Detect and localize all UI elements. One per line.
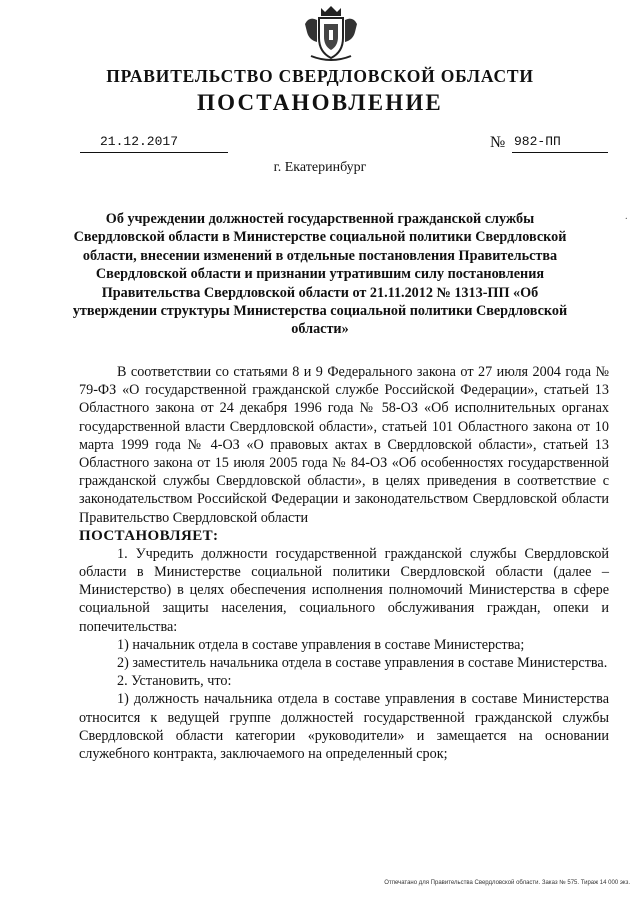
document-body <box>79 363 609 763</box>
document-type: ПОСТАНОВЛЕНИЕ <box>197 90 443 115</box>
item-1-subitem-2: 2) заместитель начальника отдела в составе управления в составе Министерства. <box>117 655 608 672</box>
document-date: 21.12.2017 <box>100 134 179 149</box>
coat-of-arms-icon <box>299 2 363 66</box>
item-2-subitem-1: 1) должность начальника отдела в составе управления в составе Министерства относится к ведущей группе должностей государственной гражданской службы Свердловской области категории «руководители» и замещается на основании служебного контракта, заключаемого на определенный срок; <box>79 691 609 763</box>
item-1: 1. Учредить должности государственной гражданской службы Свердловской области в Министерстве социальной политики Свердловской области (далее – Министерство) в целях обеспечения исполнения полномочий Министерства в сфере социальной защиты населения, социального обслуживания граждан, опеки и попечительства: <box>79 545 609 635</box>
print-note: Отпечатано для Правительства Свердловской области. Заказ № 575. Тираж 14 000 экз. <box>384 880 630 886</box>
date-field <box>80 134 228 153</box>
document-number: 982-ПП <box>514 134 561 149</box>
document-title: Об учреждении должностей государственной гражданской службы Свердловской области в Министерстве социальной политики Свердловской области, внесении изменений в отдельные постановления Правительства Свердловской области и признании утратившим силу постановления Правительства Свердловской области от 21.11.2012 № 1313-ПП «Об утверждении структуры Министерства социальной политики Свердловской области» <box>72 211 568 338</box>
number-sign: № <box>490 134 506 151</box>
preamble-paragraph: В соответствии со статьями 8 и 9 Федерального закона от 27 июля 2004 года № 79-ФЗ «О государственной гражданской службе Российской Федерации», статьей 13 Областного закона от 24 декабря 1996 года № 58-ОЗ «Об исполнительных органах государственной власти Свердловской области», статьей 101 Областного закона от 10 марта 1999 года № 4-ОЗ «О правовых актах в Свердловской области», статьей 13 Областного закона от 15 июля 2005 года № 84-ОЗ «Об особенностях государственной гражданской службы Свердловской области», в целях приведения в соответствие с законодательством Российской Федерации и законодательством Свердловской области Правительство Свердловской области <box>79 364 609 526</box>
item-2: 2. Установить, что: <box>117 673 232 690</box>
number-field <box>490 134 608 152</box>
government-title: ПРАВИТЕЛЬСТВО СВЕРДЛОВСКОЙ ОБЛАСТИ <box>106 66 534 86</box>
resolves-word: ПОСТАНОВЛЯЕТ: <box>79 527 219 544</box>
scan-mark: · <box>624 214 628 225</box>
city: г. Екатеринбург <box>273 160 367 175</box>
item-1-subitem-1: 1) начальник отдела в составе управления в составе Министерства; <box>117 636 525 653</box>
number-underline <box>512 134 608 153</box>
